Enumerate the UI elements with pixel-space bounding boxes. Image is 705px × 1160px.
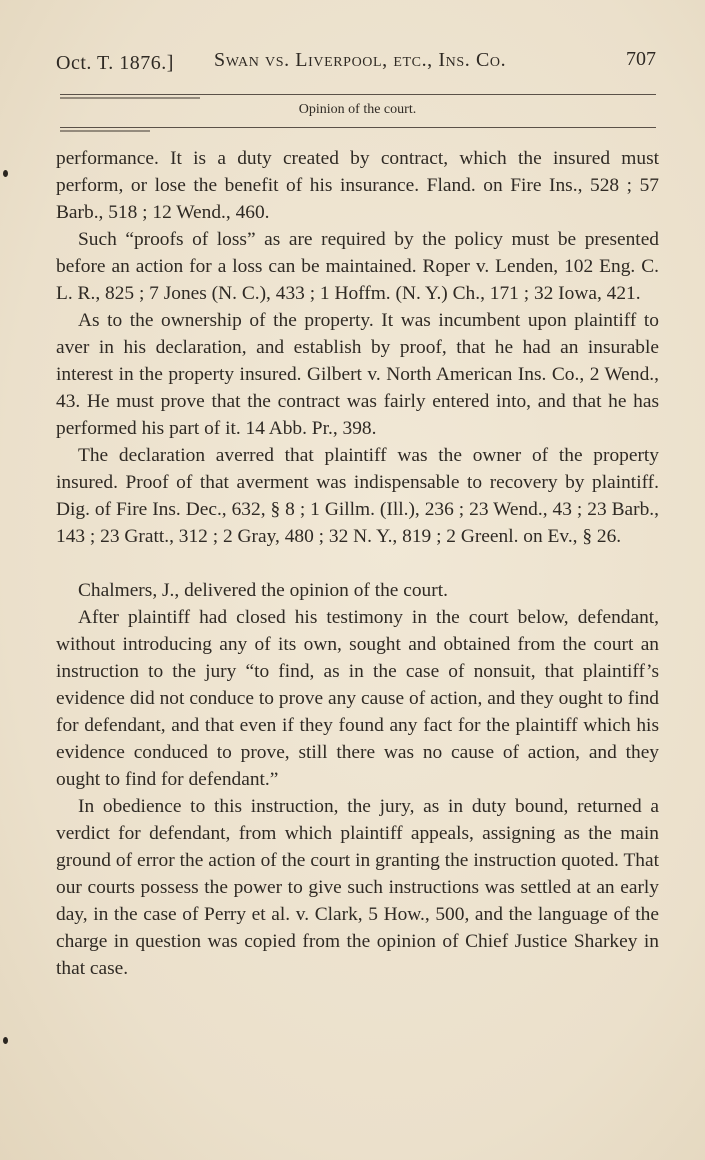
header-rule-top-thick	[60, 97, 200, 99]
paragraph: The declaration averred that plaintiff was the owner of the property insured. Proof of that averment was indispensable to recovery by plaintiff. Dig. of Fire Ins. Dec., 632, § 8 ; 1 Gillm. (Ill.), 236 ; 23 Wend., 43 ; 23 Barb., 143 ; 23 Gratt., 312 ; 2 Gray, 480 ; 32 N. Y., 819 ; 2 Greenl. on Ev., § 26.	[56, 445, 659, 547]
paragraph: In obedience to this instruction, the jury, as in duty bound, returned a verdict for defendant, from which plaintiff appeals, assigning as the main ground of error the action of the court in granting the instruction quoted. That our courts possess the power to give such instructions was settled at an early day, in the case of Perry et al. v. Clark, 5 How., 500, and the language of the charge in question was copied from the opinion of Chief Justice Sharkey in that case.	[56, 796, 659, 979]
opinion-text	[56, 145, 659, 982]
header-case-title: Swan vs. Liverpool, etc., Ins. Co.	[214, 49, 507, 71]
page-number: 707	[626, 48, 656, 70]
header-rule-bottom	[60, 127, 656, 128]
ink-spot	[3, 170, 8, 177]
paragraph: As to the ownership of the property. It was incumbent upon plaintiff to aver in his declaration, and establish by proof, that he had an insurable interest in the property insured. Gilbert v. North American Ins. Co., 2 Wend., 43. He must prove that the contract was fairly entered into, and that he has performed his part of it. 14 Abb. Pr., 398.	[56, 310, 659, 439]
opinion-heading: Chalmers, J., delivered the opinion of the court.	[78, 580, 448, 601]
paragraph: After plaintiff had closed his testimony in the court below, defendant, without introducing any of its own, sought and obtained from the court an instruction to the jury “to find, as in the case of nonsuit, that plaintiff’s evidence did not conduce to prove any cause of action, and they ought to find for defendant, and that even if they found any fact for the plaintiff which his evidence conduced to prove, still there was no cause of action, and they ought to find for defendant.”	[56, 607, 659, 790]
paragraph: Such “proofs of loss” as are required by the policy must be presented before an action for a loss can be maintained. Roper v. Lenden, 102 Eng. C. L. R., 825 ; 7 Jones (N. C.), 433 ; 1 Hoffm. (N. Y.) Ch., 171 ; 32 Iowa, 421.	[56, 229, 659, 304]
header-term: Oct. T. 1876.]	[56, 52, 174, 74]
running-header	[56, 44, 656, 78]
paragraph: performance. It is a duty created by contract, which the insured must perform, or lose the benefit of his insurance. Fland. on Fire Ins., 528 ; 57 Barb., 518 ; 12 Wend., 460.	[56, 148, 659, 223]
ink-spot	[3, 1037, 8, 1044]
section-subtitle: Opinion of the court.	[298, 102, 417, 117]
header-rule-top	[60, 94, 656, 95]
header-rule-bottom-thick	[60, 130, 150, 132]
